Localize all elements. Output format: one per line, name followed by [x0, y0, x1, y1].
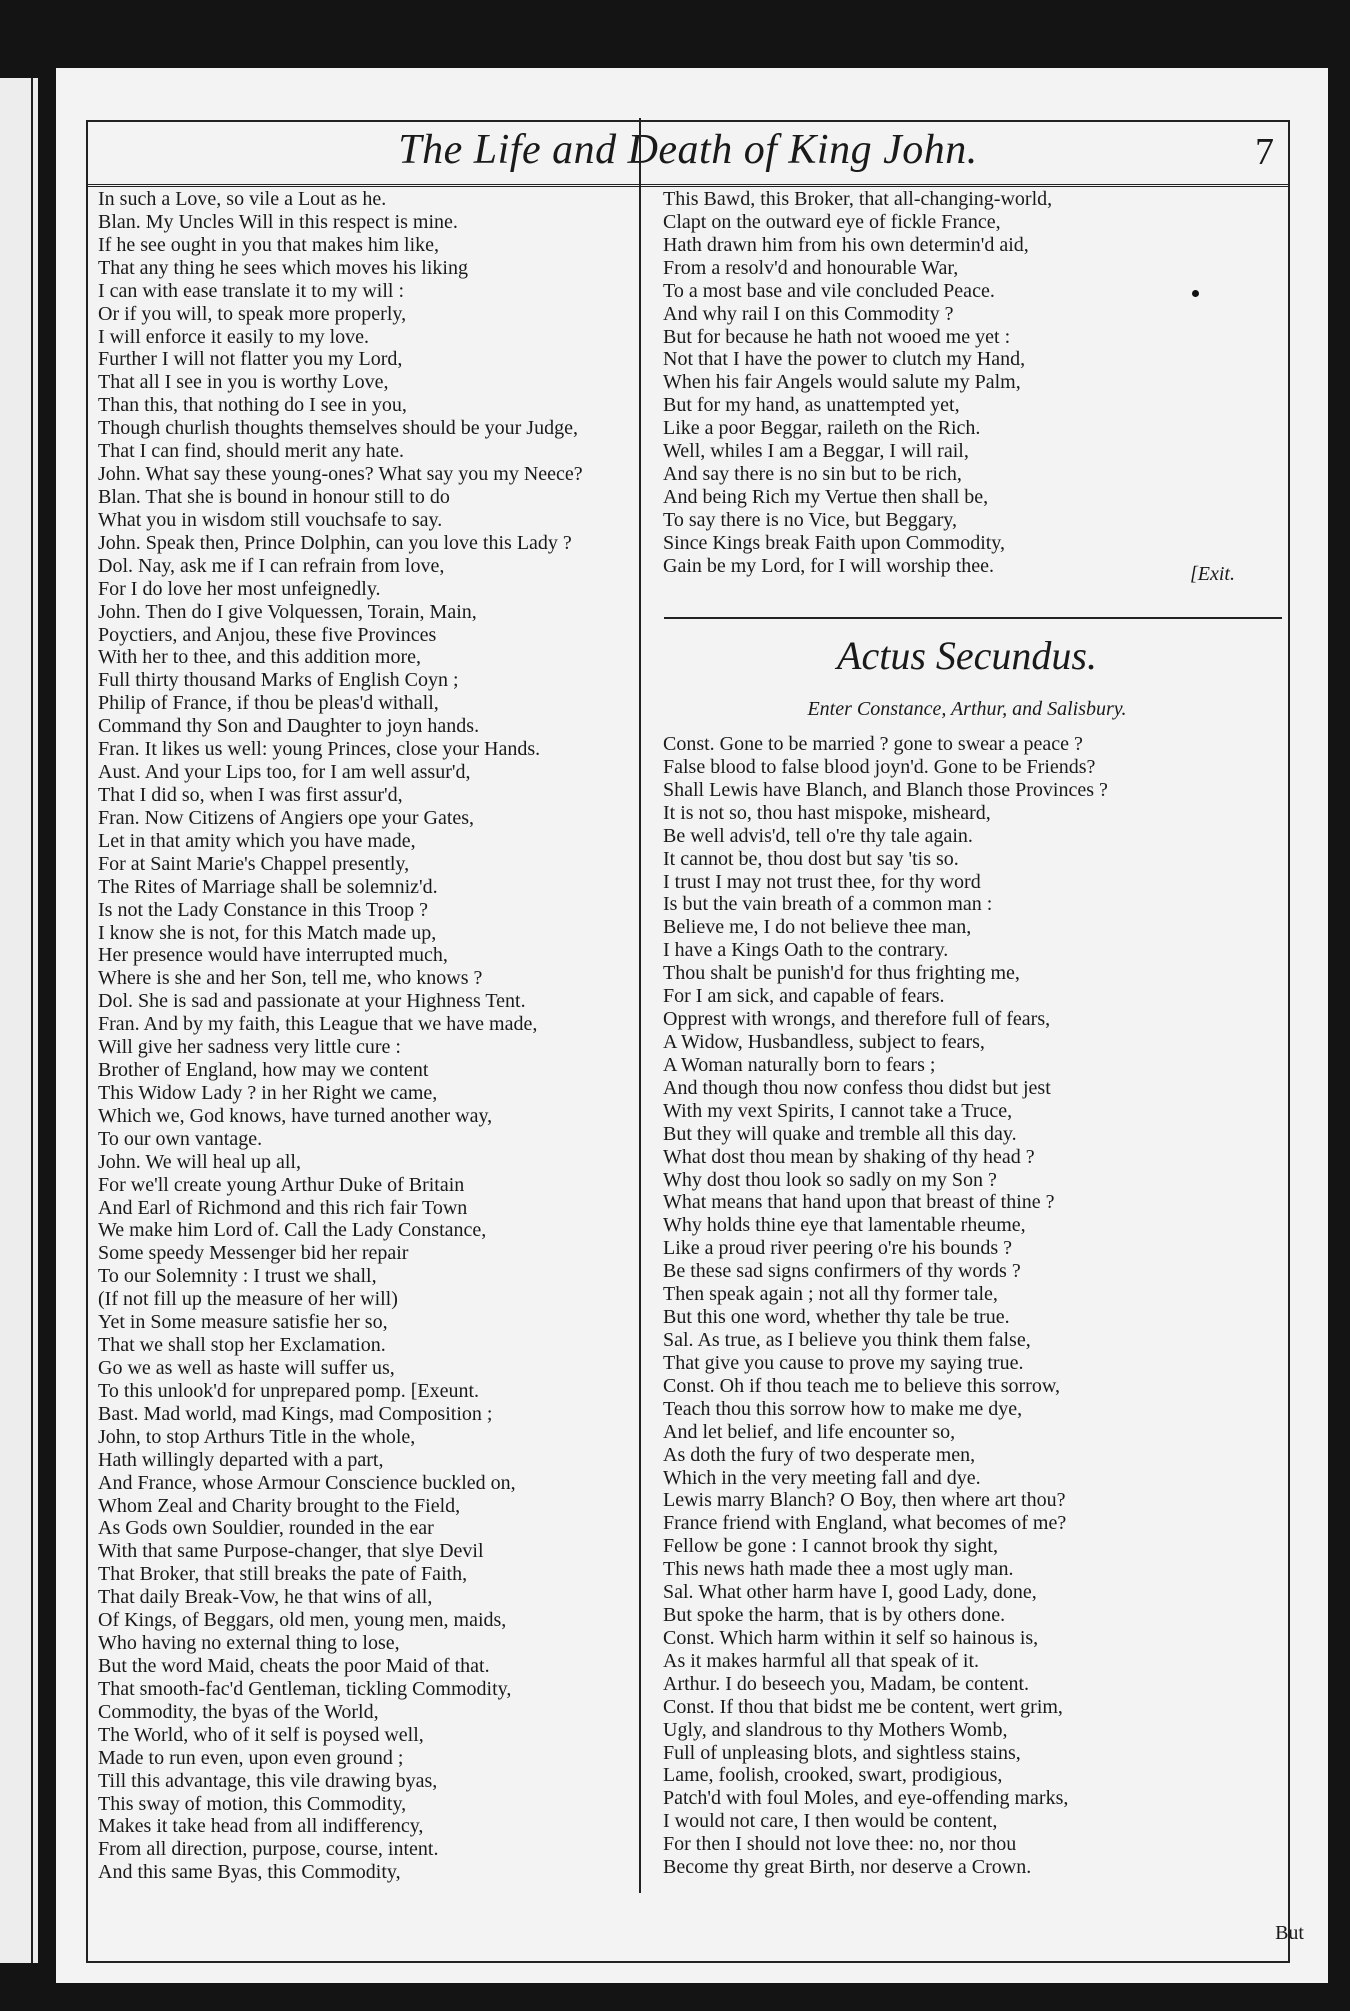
catchword: But: [1275, 1922, 1304, 1944]
text-line: Hath willingly departed with a part,: [98, 1448, 384, 1471]
text-line: To say there is no Vice, but Beggary,: [663, 508, 957, 531]
text-line: Makes it take head from all indifferency,: [98, 1815, 424, 1838]
text-line: Where is she and her Son, tell me, who knows ?: [98, 967, 483, 990]
ink-dot: [1192, 290, 1199, 297]
text-line: I will enforce it easily to my love.: [98, 325, 370, 348]
text-line: For we'll create young Arthur Duke of Britain: [98, 1173, 465, 1196]
text-line: Hath drawn him from his own determin'd aid,: [663, 233, 1029, 256]
text-line: That daily Break-Vow, he that wins of all,: [98, 1586, 433, 1609]
text-line: John. Then do I give Volquessen, Torain, Main,: [98, 600, 477, 623]
text-line: Const. Which harm within it self so hainous is,: [663, 1626, 1039, 1649]
text-line: Believe me, I do not believe thee man,: [663, 916, 972, 939]
text-line: But the word Maid, cheats the poor Maid of that.: [98, 1655, 490, 1677]
text-line: Like a proud river peering o're his bounds ?: [663, 1237, 1013, 1260]
text-line: Which we, God knows, have turned another way,: [98, 1104, 493, 1127]
text-line: Why holds thine eye that lamentable rheume,: [663, 1214, 1026, 1237]
text-line: To our Solemnity : I trust we shall,: [98, 1265, 377, 1288]
text-line: Blan. My Uncles Will in this respect is mine.: [98, 210, 458, 233]
text-line: Which in the very meeting fall and dye.: [663, 1466, 981, 1489]
act-rule: [664, 617, 1282, 619]
running-title: The Life and Death of King John.: [398, 127, 978, 173]
text-line: Made to run even, upon even ground ;: [98, 1746, 404, 1769]
text-line: A Widow, Husbandless, subject to fears,: [663, 1030, 985, 1053]
text-line: What means that hand upon that breast of thine ?: [663, 1191, 1055, 1214]
text-line: Not that I have the power to clutch my Hand,: [663, 348, 1026, 371]
text-line: Be well advis'd, tell o're thy tale again.: [663, 824, 973, 847]
text-line: This Widow Lady ? in her Right we came,: [98, 1081, 438, 1104]
right-column-bottom: [649, 733, 1285, 1879]
left-column: [98, 188, 684, 1884]
text-line: I have a Kings Oath to the contrary.: [663, 939, 949, 962]
text-line: Philip of France, if thou be pleas'd withall,: [98, 692, 439, 715]
text-line: Gain be my Lord, for I will worship thee.: [663, 554, 995, 577]
text-line: Opprest with wrongs, and therefore full of fears,: [663, 1008, 1051, 1031]
text-line: As doth the fury of two desperate men,: [663, 1443, 976, 1466]
text-line: To a most base and vile concluded Peace.: [663, 279, 995, 302]
text-line: Till this advantage, this vile drawing byas,: [98, 1769, 438, 1792]
text-line: Who having no external thing to lose,: [98, 1632, 400, 1655]
text-line: France friend with England, what becomes of me?: [663, 1512, 1067, 1535]
text-line: As Gods own Souldier, rounded in the ear: [98, 1517, 434, 1540]
text-line: Brother of England, how may we content: [98, 1059, 429, 1082]
text-line: Arthur. I do beseech you, Madam, be content.: [663, 1672, 1030, 1695]
text-line: For then I should not love thee: no, nor thou: [663, 1833, 1017, 1856]
text-line: And this same Byas, this Commodity,: [98, 1861, 401, 1884]
text-line: As it makes harmful all that speak of it.: [663, 1649, 980, 1672]
text-line: To this unlook'd for unprepared pomp. [Exeunt.: [98, 1379, 480, 1402]
text-line: For at Saint Marie's Chappel presently,: [98, 852, 410, 875]
text-line: False blood to false blood joyn'd. Gone to be Friends?: [663, 755, 1096, 778]
text-line: Though churlish thoughts themselves should be your Judge,: [98, 417, 578, 440]
text-line: Const. Oh if thou teach me to believe this sorrow,: [663, 1374, 1060, 1397]
text-line: And being Rich my Vertue then shall be,: [663, 485, 989, 508]
text-line: For I do love her most unfeignedly.: [98, 577, 381, 600]
text-line: Like a poor Beggar, raileth on the Rich.: [663, 417, 981, 440]
text-line: Whom Zeal and Charity brought to the Field,: [98, 1494, 461, 1517]
text-line: For I am sick, and capable of fears.: [663, 985, 945, 1008]
text-line: Const. If thou that bidst me be content, wert grim,: [663, 1695, 1063, 1718]
text-line: Than this, that nothing do I see in you,: [98, 394, 407, 417]
text-line: And let belief, and life encounter so,: [663, 1420, 956, 1443]
text-line: John. Speak then, Prince Dolphin, can you love this Lady ?: [98, 531, 572, 554]
text-line: With my vext Spirits, I cannot take a Truce,: [663, 1099, 1013, 1122]
text-line: Why dost thou look so sadly on my Son ?: [663, 1168, 997, 1191]
text-line: That I did so, when I was first assur'd,: [98, 783, 403, 806]
text-line: Since Kings break Faith upon Commodity,: [663, 531, 1006, 554]
right-column-top: [649, 188, 1285, 578]
text-line: Aust. And your Lips too, for I am well assur'd,: [98, 761, 471, 784]
text-line: Const. Gone to be married ? gone to swear a peace ?: [663, 733, 1083, 755]
text-line: Ugly, and slandrous to thy Mothers Womb,: [663, 1718, 1008, 1741]
text-line: Lewis marry Blanch? O Boy, then where art thou?: [663, 1489, 1066, 1512]
text-line: But for my hand, as unattempted yet,: [663, 394, 960, 417]
text-line: That Broker, that still breaks the pate of Faith,: [98, 1563, 468, 1586]
text-line: Further I will not flatter you my Lord,: [98, 348, 403, 371]
text-line: And say there is no sin but to be rich,: [663, 463, 962, 486]
text-line: And why rail I on this Commodity ?: [663, 302, 954, 325]
text-line: I trust I may not trust thee, for thy word: [663, 870, 981, 893]
text-line: Go we as well as haste will suffer us,: [98, 1357, 395, 1380]
text-line: I know she is not, for this Match made up,: [98, 921, 437, 944]
text-line: Teach thou this sorrow how to make me dye,: [663, 1397, 1023, 1420]
text-line: In such a Love, so vile a Lout as he.: [98, 188, 387, 210]
text-line: Of Kings, of Beggars, old men, young men, maids,: [98, 1609, 507, 1632]
text-line: Or if you will, to speak more properly,: [98, 302, 407, 325]
text-line: Commodity, the byas of the World,: [98, 1700, 379, 1723]
text-line: It cannot be, thou dost but say 'tis so.: [663, 847, 959, 870]
text-line: It is not so, thou hast mispoke, misheard,: [663, 801, 991, 824]
text-line: From all direction, purpose, course, intent.: [98, 1838, 439, 1861]
text-line: Thou shalt be punish'd for thus frighting me,: [663, 962, 1020, 985]
text-line: This news hath made thee a most ugly man.: [663, 1558, 1014, 1581]
page-number: 7: [1255, 131, 1274, 173]
text-line: (If not fill up the measure of her will): [98, 1288, 398, 1311]
text-line: Fran. Now Citizens of Angiers ope your Gates,: [98, 806, 475, 829]
text-line: And though thou now confess thou didst but jest: [663, 1076, 1051, 1099]
text-line: Fran. It likes us well: young Princes, close your Hands.: [98, 738, 541, 761]
text-line: Sal. What other harm have I, good Lady, done,: [663, 1581, 1037, 1604]
text-line: John. What say these young-ones? What say you my Neece?: [98, 463, 583, 486]
text-line: Fellow be gone : I cannot brook thy sight,: [663, 1535, 998, 1558]
text-line: When his fair Angels would salute my Palm,: [663, 371, 1021, 394]
text-line: Well, whiles I am a Beggar, I will rail,: [663, 440, 969, 463]
text-line: I would not care, I then would be content,: [663, 1810, 998, 1833]
text-line: The World, who of it self is poysed well,: [98, 1723, 424, 1746]
text-line: Some speedy Messenger bid her repair: [98, 1242, 409, 1265]
text-line: That I can find, should merit any hate.: [98, 440, 405, 463]
text-line: Command thy Son and Daughter to joyn hands.: [98, 715, 480, 738]
text-line: Let in that amity which you have made,: [98, 829, 416, 852]
text-line: But they will quake and tremble all this day.: [663, 1122, 1017, 1145]
text-line: And France, whose Armour Conscience buckled on,: [98, 1471, 516, 1494]
text-line: Be these sad signs confirmers of thy words ?: [663, 1260, 1021, 1283]
text-line: The Rites of Marriage shall be solemniz'd.: [98, 875, 438, 898]
text-line: Sal. As true, as I believe you think them false,: [663, 1328, 1031, 1351]
text-line: Full thirty thousand Marks of English Coyn ;: [98, 669, 459, 692]
text-line: Clapt on the outward eye of fickle France,: [663, 210, 1001, 233]
text-line: We make him Lord of. Call the Lady Constance,: [98, 1219, 487, 1242]
text-line: That any thing he sees which moves his liking: [98, 256, 468, 279]
text-line: To our own vantage.: [98, 1127, 263, 1150]
text-line: But this one word, whether thy tale be true.: [663, 1306, 1010, 1329]
text-line: That all I see in you is worthy Love,: [98, 371, 389, 394]
text-line: And Earl of Richmond and this rich fair Town: [98, 1196, 468, 1219]
text-line: Is but the vain breath of a common man :: [663, 893, 993, 916]
text-line: Shall Lewis have Blanch, and Blanch those Provinces ?: [663, 778, 1108, 801]
text-line: But for because he hath not wooed me yet :: [663, 325, 1011, 348]
text-line: Dol. She is sad and passionate at your Highness Tent.: [98, 990, 526, 1013]
text-line: What dost thou mean by shaking of thy head ?: [663, 1145, 1035, 1168]
text-line: This Bawd, this Broker, that all-changing-world,: [663, 188, 1053, 210]
text-line: What you in wisdom still vouchsafe to say.: [98, 508, 443, 531]
adjacent-page-edge: [0, 78, 38, 1963]
text-line: That we shall stop her Exclamation.: [98, 1334, 386, 1357]
text-line: Is not the Lady Constance in this Troop ?: [98, 898, 428, 921]
act-heading: Actus Secundus.: [837, 633, 1097, 678]
text-line: From a resolv'd and honourable War,: [663, 256, 959, 279]
text-line: Then speak again ; not all thy former tale,: [663, 1283, 998, 1306]
text-line: A Woman naturally born to fears ;: [663, 1053, 936, 1076]
text-line: This sway of motion, this Commodity,: [98, 1792, 407, 1815]
text-line: Patch'd with foul Moles, and eye-offending marks,: [663, 1787, 1069, 1810]
text-line: Will give her sadness very little cure :: [98, 1036, 401, 1059]
text-line: Her presence would have interrupted much,: [98, 944, 448, 967]
exit-stage-direction: [Exit.: [1190, 563, 1235, 585]
text-line: Bast. Mad world, mad Kings, mad Composition ;: [98, 1402, 493, 1425]
text-line: Fran. And by my faith, this League that we have made,: [98, 1013, 538, 1036]
text-line: With her to thee, and this addition more,: [98, 646, 422, 669]
text-line: Poyctiers, and Anjou, these five Provinces: [98, 623, 437, 646]
text-line: Become thy great Birth, nor deserve a Crown.: [663, 1856, 1032, 1879]
text-line: But spoke the harm, that is by others done.: [663, 1604, 1006, 1627]
text-line: That smooth-fac'd Gentleman, tickling Commodity,: [98, 1677, 512, 1700]
text-line: Yet in Some measure satisfie her so,: [98, 1311, 388, 1334]
page-header: [88, 124, 1288, 187]
stage-direction: Enter Constance, Arthur, and Salisbury.: [807, 698, 1127, 720]
text-line: John, to stop Arthurs Title in the whole,: [98, 1425, 416, 1448]
text-line: That give you cause to prove my saying true.: [663, 1351, 1024, 1374]
text-line: I can with ease translate it to my will :: [98, 279, 405, 302]
text-line: John. We will heal up all,: [98, 1150, 301, 1173]
text-line: With that same Purpose-changer, that slye Devil: [98, 1540, 484, 1563]
text-line: Dol. Nay, ask me if I can refrain from love,: [98, 554, 445, 577]
text-line: Lame, foolish, crooked, swart, prodigious,: [663, 1764, 1003, 1787]
text-line: Full of unpleasing blots, and sightless stains,: [663, 1741, 1021, 1764]
text-line: Blan. That she is bound in honour still to do: [98, 485, 450, 508]
text-line: If he see ought in you that makes him like,: [98, 233, 440, 256]
